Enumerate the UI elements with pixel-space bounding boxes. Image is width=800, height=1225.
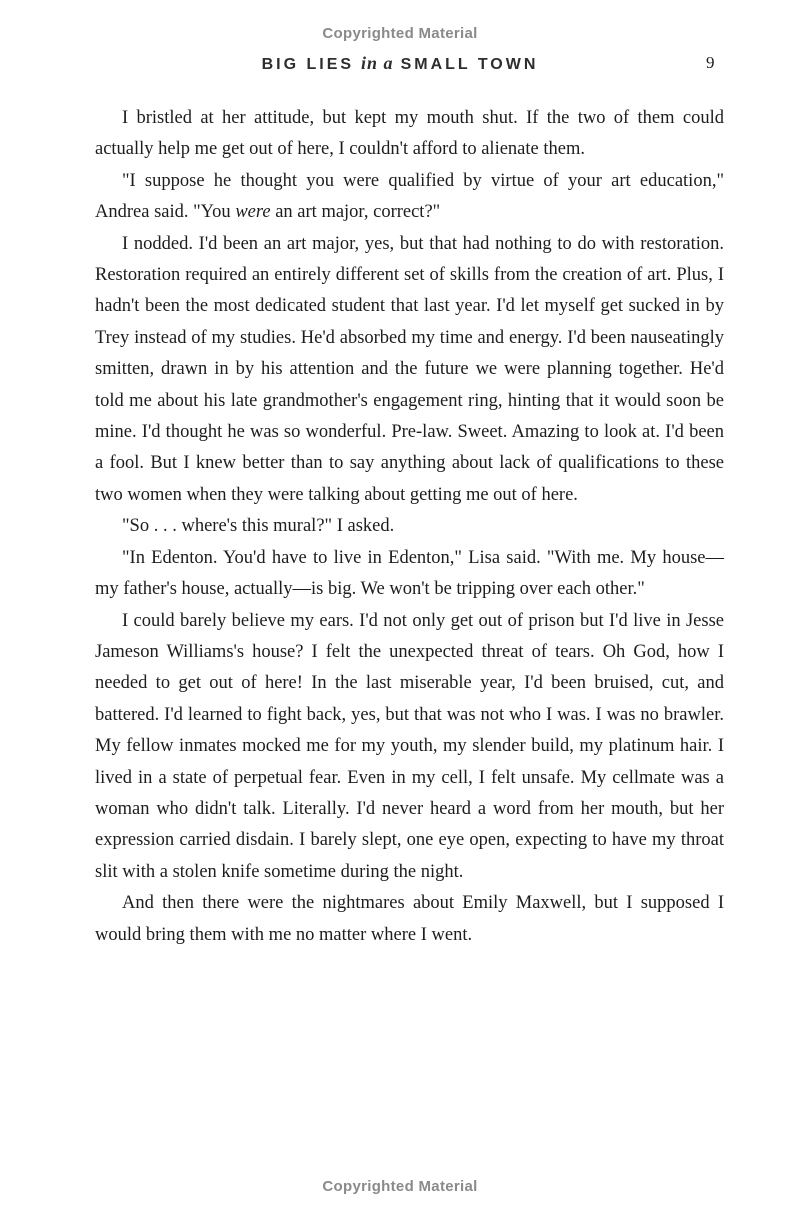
paragraph: [95, 606, 724, 889]
paragraph-text: an art major, correct?": [270, 202, 441, 223]
paragraph: [95, 543, 724, 606]
paragraph-text: And then there were the nightmares about Emily Maxwell, but I supposed I would bring them with me no matter where I went.: [95, 893, 724, 945]
running-header: [0, 53, 800, 77]
paragraph: [95, 103, 724, 166]
page-number: 9: [706, 53, 715, 72]
paragraph: [95, 166, 724, 229]
copyright-notice-top: Copyrighted Material: [322, 25, 478, 42]
paragraph-text: "In Edenton. You'd have to live in Edenton," Lisa said. "With me. My house—my father's house, actually—is big. We won't be tripping over each other.": [95, 547, 724, 600]
paragraph-text: I bristled at her attitude, but kept my mouth shut. If the two of them could actually help me get out of here, I couldn't afford to alienate them.: [95, 108, 724, 160]
book-title: [0, 53, 800, 74]
copyright-notice-bottom: Copyrighted Material: [322, 1178, 478, 1195]
paragraph: [95, 888, 724, 951]
paragraph-text: "I suppose he thought you were qualified by virtue of your art education," Andrea said. "You: [95, 170, 724, 223]
paragraph-text: I nodded. I'd been an art major, yes, but that had nothing to do with restoration. Restoration required an entirely different set of skills from the creation of art. Plus, I hadn't been the most dedicated student that last year. I'd let myself get sucked in by Trey instead of my studies. He'd absorbed my time and energy. I'd been nauseatingly smitten, drawn in by his attention and the future we were planning together. He'd told me about his late grandmother's engagement ring, hinting that it would soon be mine. I'd thought he was so wonderful. Pre-law. Sweet. Amazing to look at. I'd been a fool. But I knew better than to say anything about lack of qualifications to these two women when they were talking about getting me out of here.: [95, 233, 724, 505]
paragraph: [95, 511, 724, 542]
title-part-1: BIG LIES: [261, 56, 355, 73]
title-script: in a: [361, 53, 394, 73]
paragraph: [95, 229, 724, 512]
body-text: [95, 103, 724, 951]
paragraph-text-italic: were: [235, 202, 271, 223]
paragraph-text: I could barely believe my ears. I'd not only get out of prison but I'd live in Jesse Jameson Williams's house? I felt the unexpected threat of tears. Oh God, how I needed to get out of here! In the last miserable year, I'd been bruised, cut, and battered. I'd learned to fight back, yes, but that was not who I was. I was no brawler. My fellow inmates mocked me for my youth, my slender build, my platinum hair. I lived in a state of perpetual fear. Even in my cell, I felt unsafe. My cellmate was a woman who didn't talk. Literally. I'd never heard a word from her mouth, but her expression carried disdain. I barely slept, one eye open, expecting to have my throat slit with a stolen knife sometime during the night.: [95, 610, 724, 882]
title-part-2: SMALL TOWN: [400, 56, 539, 73]
paragraph-text: "So . . . where's this mural?" I asked.: [122, 516, 395, 537]
